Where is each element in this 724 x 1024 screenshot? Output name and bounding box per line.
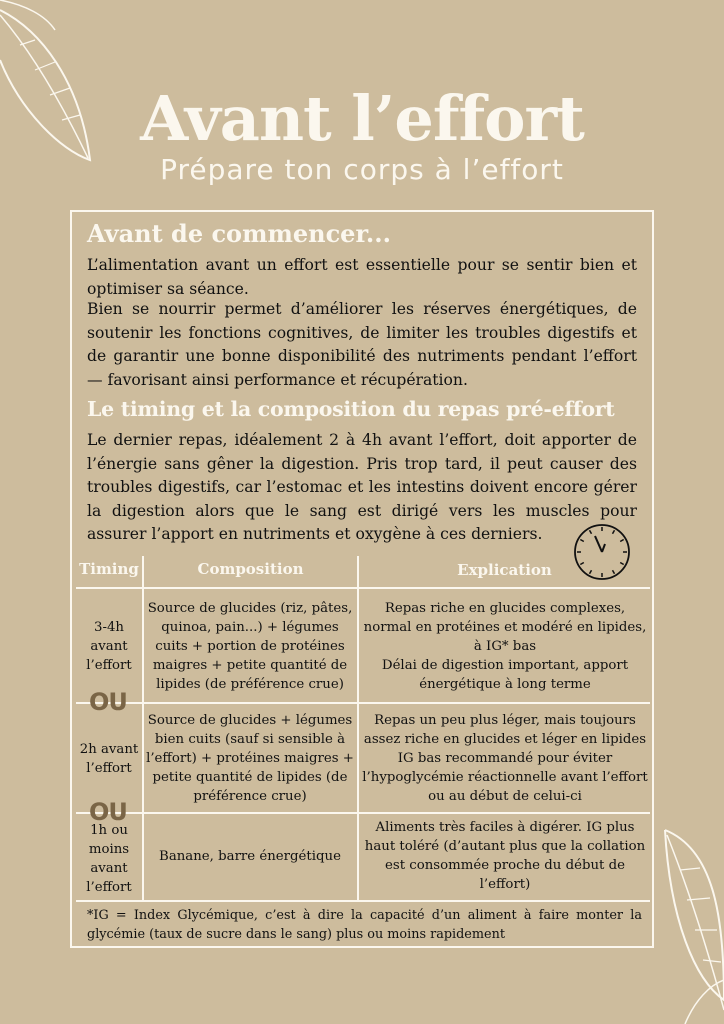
table-cell-timing: 3-4h avant l’effort (86, 619, 132, 673)
table-divider (76, 702, 650, 704)
table-header-composition: Composition (197, 560, 304, 578)
footnote: *IG = Index Glycémique, c’est à dire la capacité d’un aliment à faire monter la glycémie (taux de sucre dans le sang) plus ou moins rapidement (87, 908, 642, 942)
table-cell-explication: Repas un peu plus léger, mais toujours assez riche en glucides et léger en lipides IG bas recommandé pour éviter l’hypoglycémie réactionnelle avant l’effort ou au début de celui-ci (362, 713, 648, 804)
table-divider (357, 556, 359, 901)
table-cell-timing: 1h ou moins avant l’effort (86, 823, 132, 895)
table-divider (76, 900, 650, 902)
table-divider (76, 587, 650, 589)
table-cell-composition: Source de glucides + légumes bien cuits (sauf si sensible à l’effort) + protéines maigres + petite quantité de lipides (de préférence crue) (146, 713, 354, 804)
table-header-timing: Timing (79, 560, 139, 578)
table-divider (142, 556, 144, 901)
page-subtitle: Prépare ton corps à l’effort (160, 153, 564, 186)
table-divider (76, 812, 650, 814)
section-heading-timing: Le timing et la composition du repas pré-effort (87, 397, 615, 421)
intro-paragraph-1: L’alimentation avant un effort est essentielle pour se sentir bien et optimiser sa séance. (87, 256, 637, 298)
timing-paragraph: Le dernier repas, idéalement 2 à 4h avant l’effort, doit apporter de l’énergie sans gêner la digestion. Pris trop tard, il peut causer des troubles digestifs, car l’estomac et les intestins doivent encore gérer la digestion alors que le sang est dirigé vers les muscles pour assurer l’apport en nutriments et oxygène à ces derniers. (87, 431, 637, 544)
or-separator: OU (89, 798, 127, 826)
page-title: Avant l’effort (140, 82, 584, 155)
table-cell-composition: Source de glucides (riz, pâtes, quinoa, pain...) + légumes cuits + portion de protéines maigres + petite quantité de lipides (de préférence crue) (147, 600, 353, 692)
section-heading-intro: Avant de commencer... (87, 219, 391, 248)
table-cell-composition: Banane, barre énergétique (159, 848, 341, 864)
table-cell-timing: 2h avant l’effort (79, 741, 139, 776)
table-cell-explication: Repas riche en glucides complexes, normal en protéines et modéré en lipides, à IG* bas Délai de digestion important, apport énergétique à long terme (363, 600, 647, 692)
intro-paragraph-2: Bien se nourrir permet d’améliorer les réserves énergétiques, de soutenir les fonctions cognitives, de limiter les troubles digestifs et de garantir une bonne disponibilité des nutriments pendant l’effort — favorisant ainsi performance et récupération. (87, 300, 637, 389)
table-header-explication: Explication (457, 561, 552, 579)
or-separator: OU (89, 688, 127, 716)
table-cell-explication: Aliments très faciles à digérer. IG plus haut toléré (d’autant plus que la collation est consommée proche du début de l’effort) (364, 820, 646, 892)
leaf-icon (655, 820, 724, 1024)
